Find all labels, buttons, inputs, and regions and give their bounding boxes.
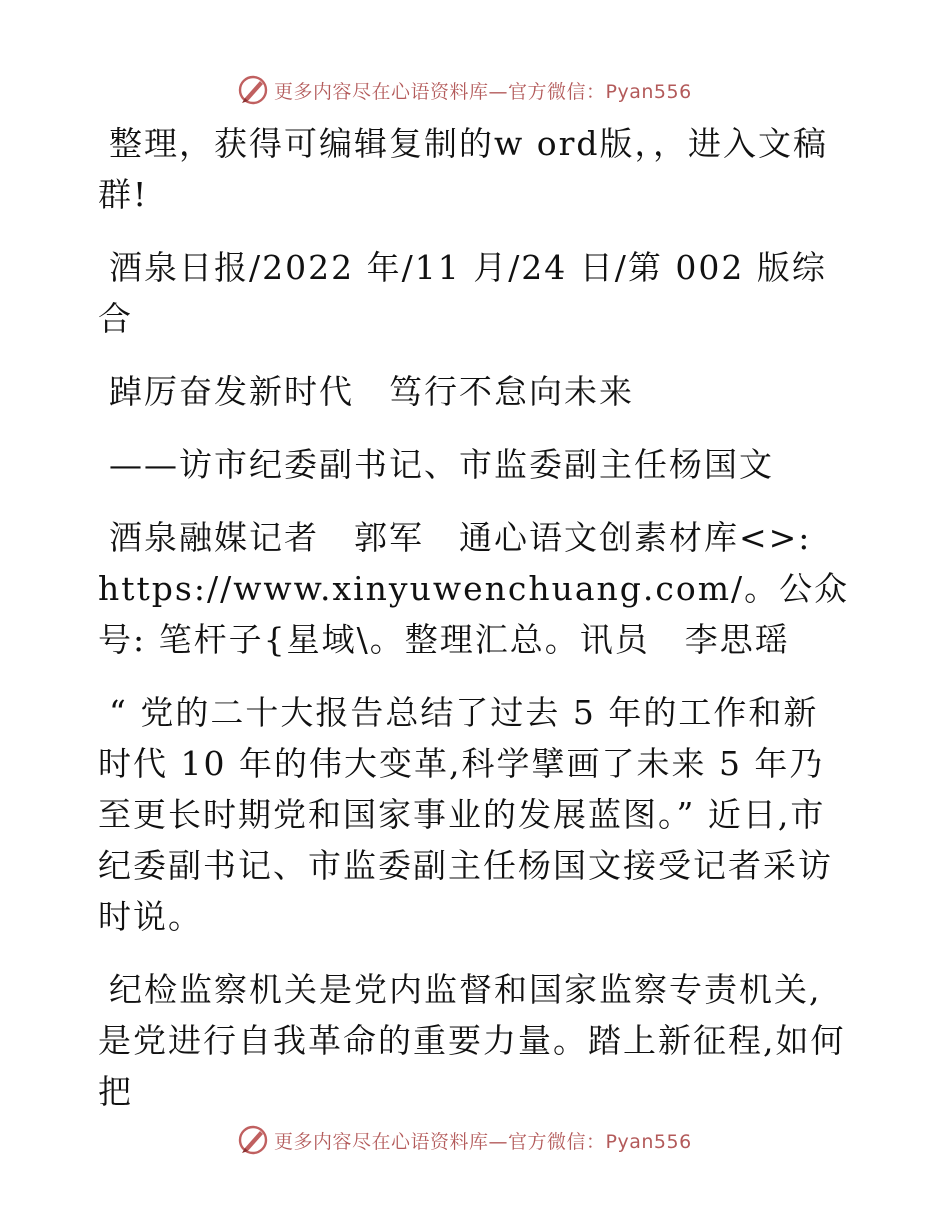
pen-logo-icon — [236, 73, 270, 107]
article-subtitle: ——访市纪委副书记、市监委副主任杨国文 — [109, 445, 774, 484]
body-paragraph: “ 党的二十大报告总结了过去 5 年的工作和新时代 10 年的伟大变革,科学擘画了未来 5 年乃至更长时期党和国家事业的发展蓝图。” 近日,市纪委副书记、市监委副主任杨国文接受记者采访时说。 — [98, 693, 833, 936]
body-paragraph: 纪检监察机关是党内监督和国家监察专责机关,是党进行自我革命的重要力量。踏上新征程,如何把 — [98, 970, 846, 1111]
pen-logo-icon — [236, 1123, 270, 1157]
intro-paragraph: 整理，获得可编辑复制的w ord版，，进入文稿群! — [98, 124, 829, 214]
byline: 酒泉融媒记者 郭军 通心语文创素材库<>: https://www.xinyuwenchuang.com/。公众号: 笔杆子{星域\。整理汇总。讯员 李思瑶 — [98, 518, 850, 659]
watermark-footer — [236, 1124, 692, 1156]
newspaper-source: 酒泉日报/2022 年/11 月/24 日/第 002 版综合 — [98, 248, 827, 338]
article-title: 踔厉奋发新时代 笃行不怠向未来 — [109, 372, 634, 411]
watermark-header — [236, 74, 692, 106]
watermark-text: 更多内容尽在心语资料库—官方微信：Pyan556 — [274, 1130, 692, 1153]
watermark-text: 更多内容尽在心语资料库—官方微信：Pyan556 — [274, 80, 692, 103]
document-body — [98, 118, 850, 1139]
